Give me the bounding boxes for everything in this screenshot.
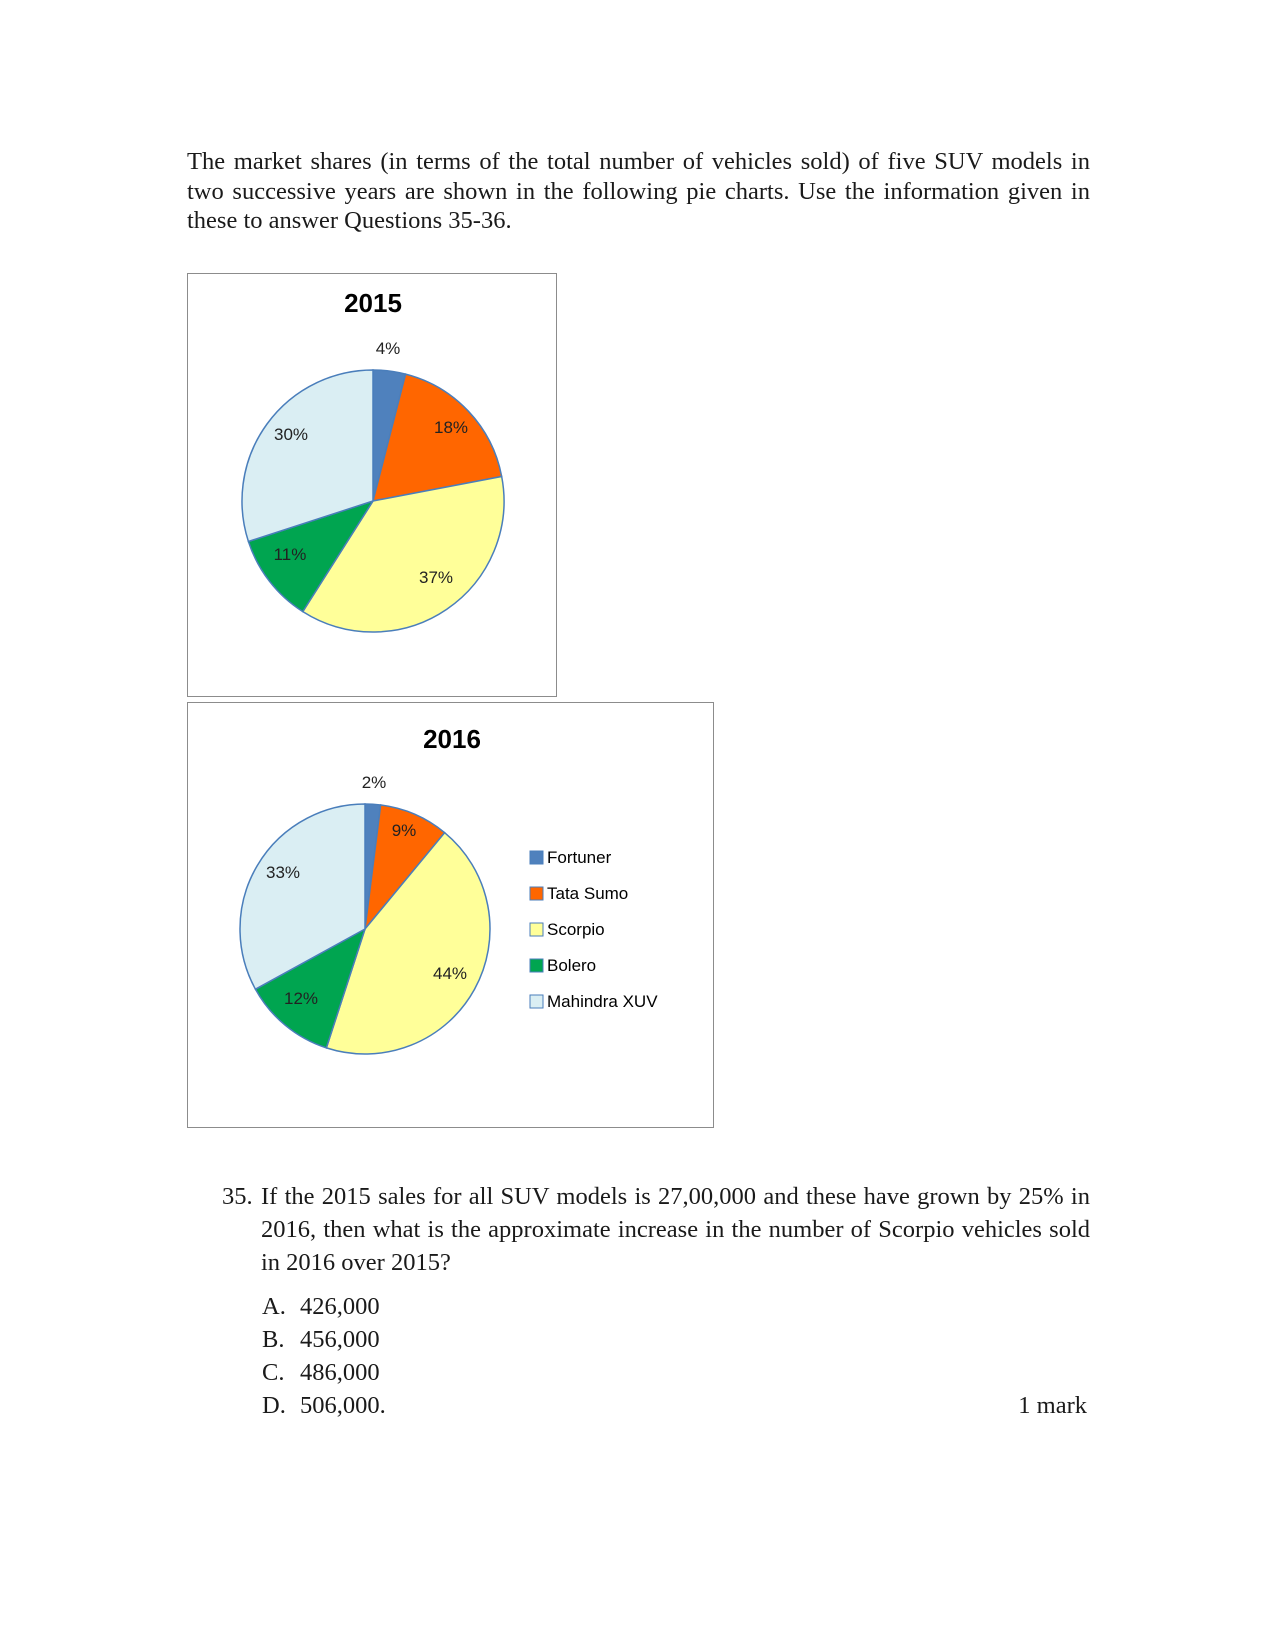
option-a[interactable]	[262, 1290, 1090, 1323]
data-label-mahindra-xuv-2016: 33%	[265, 863, 301, 882]
pie-chart-2016-svg	[188, 703, 712, 1126]
question-35	[222, 1180, 1090, 1279]
chart-title-2016: 2016	[423, 724, 481, 754]
pie-chart-2016	[187, 702, 714, 1128]
pie-chart-2015	[187, 273, 557, 697]
data-label-fortuner-2016: 2%	[361, 773, 387, 792]
legend-label-bolero: Bolero	[547, 956, 597, 975]
pie-chart-2015-svg	[188, 274, 555, 695]
chart-title-2015: 2015	[344, 288, 402, 318]
answer-options	[262, 1290, 1090, 1422]
data-label-scorpio-2016: 44%	[432, 964, 468, 983]
option-letter: B.	[262, 1326, 285, 1353]
data-label-mahindra-xuv-2015: 30%	[273, 425, 309, 444]
option-c[interactable]	[262, 1356, 1090, 1389]
legend-swatch-scorpio	[530, 923, 543, 936]
option-b[interactable]	[262, 1323, 1090, 1356]
legend-label-scorpio: Scorpio	[547, 920, 605, 939]
data-label-tata-sumo-2015: 18%	[433, 418, 469, 437]
data-label-bolero-2015: 11%	[273, 545, 307, 564]
option-text: 506,000.	[300, 1392, 386, 1419]
legend-swatch-fortuner	[530, 851, 543, 864]
data-label-fortuner-2015: 4%	[375, 339, 401, 358]
option-letter: C.	[262, 1359, 285, 1386]
question-number: 35.	[222, 1183, 253, 1210]
legend-swatch-tata-sumo	[530, 887, 543, 900]
legend-swatch-bolero	[530, 959, 543, 972]
legend-label-tata-sumo: Tata Sumo	[547, 884, 629, 903]
question-text: If the 2015 sales for all SUV models is 27,00,000 and these have grown by 25% in 2016, then what is the approximate increase in the number of Scorpio vehicles sold in 2016 over 2015?	[261, 1183, 1090, 1276]
data-label-bolero-2016: 12%	[283, 989, 319, 1008]
option-letter: D.	[262, 1392, 286, 1419]
legend-label-mahindra-xuv: Mahindra XUV	[547, 992, 658, 1011]
marks-label: 1 mark	[1018, 1392, 1087, 1419]
option-d[interactable]	[262, 1389, 1090, 1422]
intro-paragraph: The market shares (in terms of the total number of vehicles sold) of five SUV models in two successive years are shown in the following pie charts. Use the information given in these to answer Questions 35-36.	[187, 148, 1090, 234]
option-text: 486,000	[300, 1359, 380, 1386]
legend-label-fortuner: Fortuner	[547, 848, 612, 867]
option-text: 426,000	[300, 1293, 380, 1320]
option-letter: A.	[262, 1293, 286, 1320]
option-text: 456,000	[300, 1326, 380, 1353]
legend-swatch-mahindra-xuv	[530, 995, 543, 1008]
data-label-tata-sumo-2016: 9%	[391, 821, 417, 840]
data-label-scorpio-2015: 37%	[418, 568, 454, 587]
